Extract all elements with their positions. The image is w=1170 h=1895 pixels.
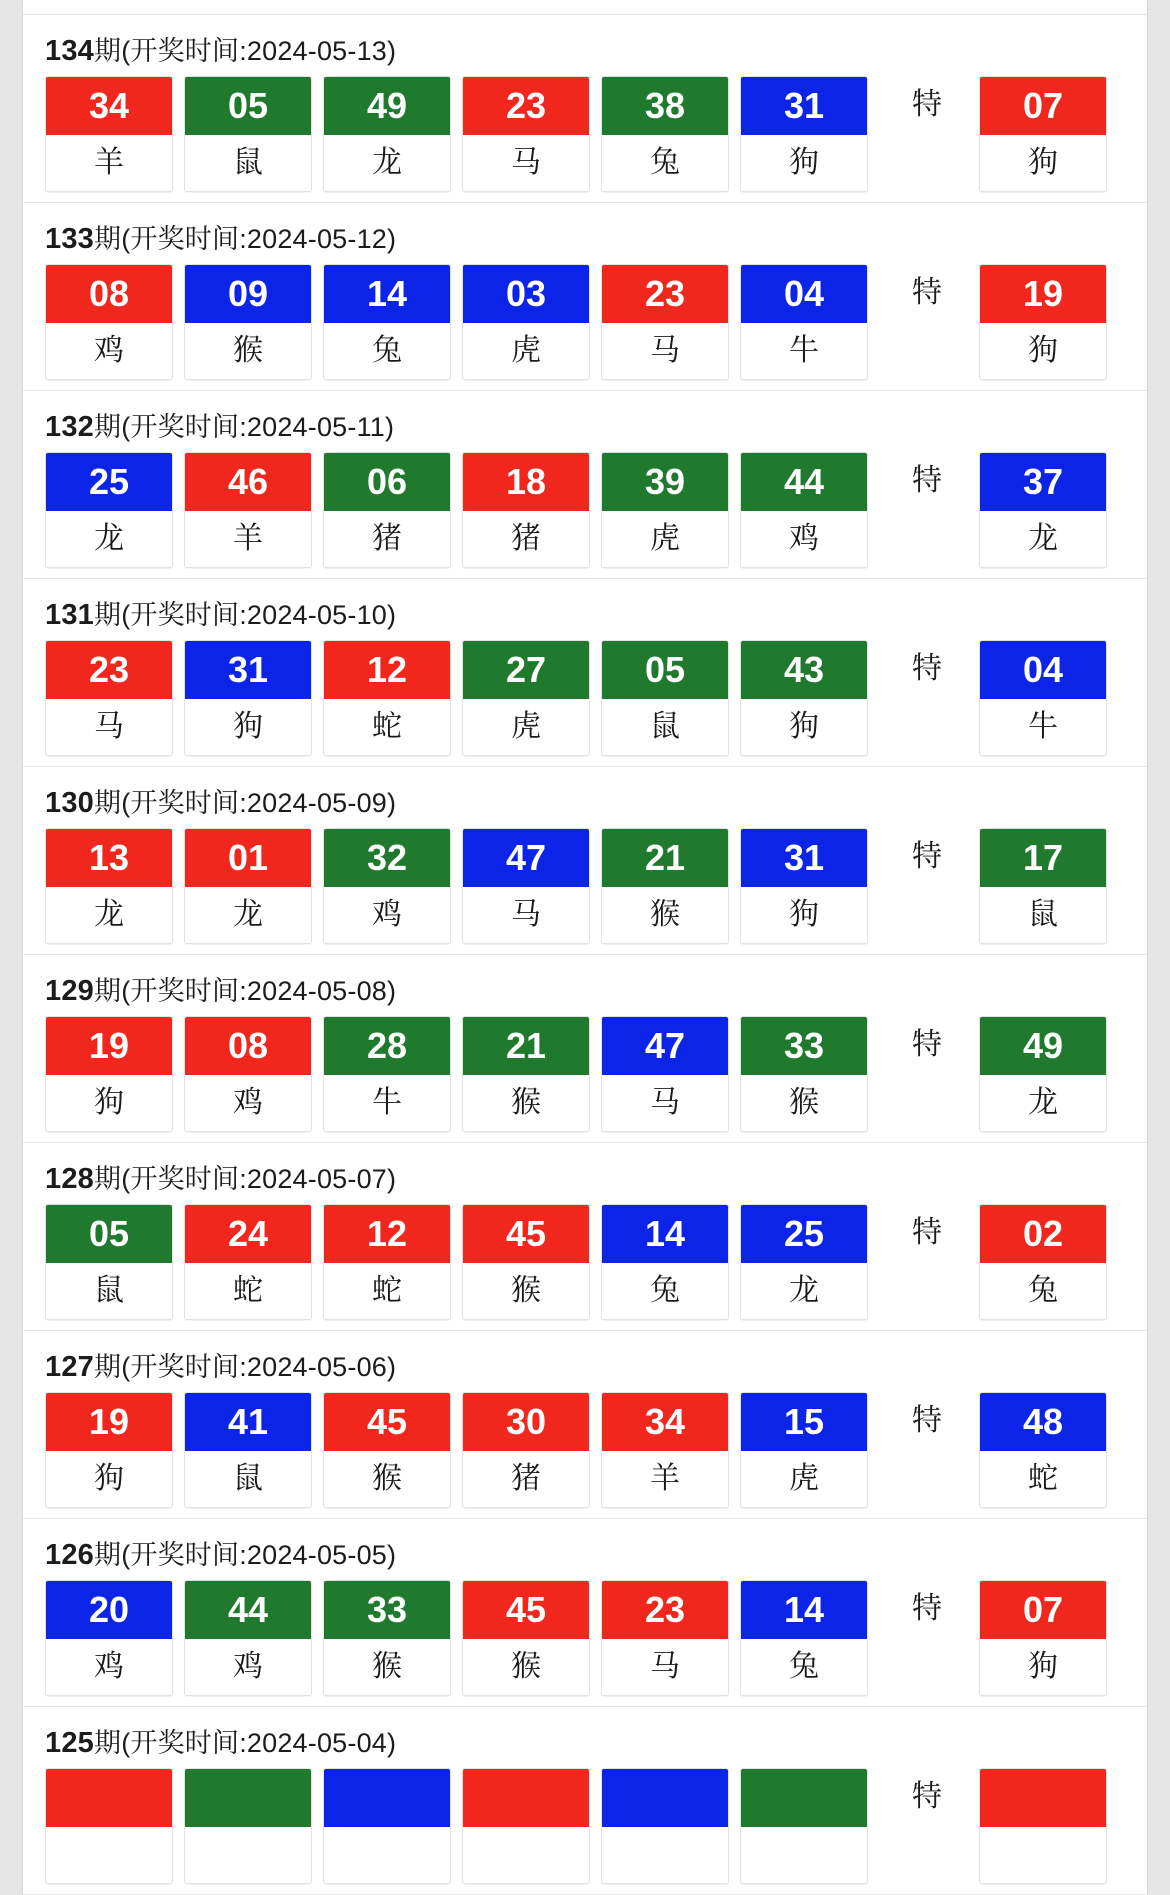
normal-ball xyxy=(601,1204,729,1320)
ball-number: 49 xyxy=(324,77,450,135)
normal-ball xyxy=(740,1392,868,1508)
ball-number: 08 xyxy=(46,265,172,323)
ball-number: 47 xyxy=(463,829,589,887)
normal-ball xyxy=(740,640,868,756)
ball-number: 44 xyxy=(185,1581,311,1639)
ball-number: 12 xyxy=(324,641,450,699)
ball-zodiac: 狗 xyxy=(741,135,867,191)
ball-zodiac: 兔 xyxy=(602,1263,728,1319)
normal-ball xyxy=(45,76,173,192)
special-ball xyxy=(979,828,1107,944)
draw-header xyxy=(23,1707,1147,1768)
special-ball xyxy=(979,1204,1107,1320)
ball-zodiac: 猪 xyxy=(324,511,450,567)
draw-header xyxy=(23,955,1147,1016)
ball-number: 13 xyxy=(46,829,172,887)
ball-zodiac: 兔 xyxy=(324,323,450,379)
ball-zodiac: 马 xyxy=(463,135,589,191)
draw-issue-number: 129 xyxy=(45,975,94,1007)
balls-row xyxy=(23,264,1147,380)
ball-zodiac xyxy=(980,1827,1106,1883)
normal-ball xyxy=(740,1016,868,1132)
ball-number: 19 xyxy=(46,1393,172,1451)
special-ball xyxy=(979,1580,1107,1696)
ball-zodiac: 牛 xyxy=(324,1075,450,1131)
draw-block xyxy=(23,579,1147,767)
ball-number: 05 xyxy=(46,1205,172,1263)
special-ball-label: 特 xyxy=(912,840,942,873)
normal-ball xyxy=(601,76,729,192)
draw-header xyxy=(23,1331,1147,1392)
ball-number: 23 xyxy=(46,641,172,699)
ball-number: 33 xyxy=(324,1581,450,1639)
ball-zodiac: 猴 xyxy=(324,1639,450,1695)
ball-zodiac: 虎 xyxy=(463,699,589,755)
normal-ball xyxy=(462,1204,590,1320)
ball-zodiac: 蛇 xyxy=(980,1451,1106,1507)
normal-ball xyxy=(323,640,451,756)
ball-zodiac: 猴 xyxy=(741,1075,867,1131)
ball-number: 14 xyxy=(741,1581,867,1639)
ball-zodiac: 猴 xyxy=(185,323,311,379)
normal-ball xyxy=(462,1580,590,1696)
ball-number: 39 xyxy=(602,453,728,511)
draw-header xyxy=(23,15,1147,76)
draw-list xyxy=(23,15,1147,1895)
ball-zodiac: 龙 xyxy=(46,511,172,567)
draw-block xyxy=(23,203,1147,391)
ball-number: 15 xyxy=(741,1393,867,1451)
ball-zodiac: 狗 xyxy=(980,1639,1106,1695)
normal-ball xyxy=(45,1204,173,1320)
normal-ball xyxy=(601,1392,729,1508)
draw-header xyxy=(23,1143,1147,1204)
draw-issue-number: 130 xyxy=(45,787,94,819)
ball-number: 45 xyxy=(463,1581,589,1639)
ball-zodiac: 狗 xyxy=(980,135,1106,191)
special-ball-label: 特 xyxy=(912,276,942,309)
normal-ball xyxy=(184,1580,312,1696)
balls-row xyxy=(23,1392,1147,1508)
normal-ball xyxy=(462,1016,590,1132)
ball-zodiac: 虎 xyxy=(602,511,728,567)
ball-zodiac: 马 xyxy=(602,1639,728,1695)
ball-number: 20 xyxy=(46,1581,172,1639)
ball-zodiac: 猴 xyxy=(602,887,728,943)
draw-issue-number: 132 xyxy=(45,411,94,443)
special-ball-label: 特 xyxy=(912,1404,942,1437)
normal-ball xyxy=(184,1204,312,1320)
draw-block xyxy=(23,955,1147,1143)
normal-ball xyxy=(45,1580,173,1696)
ball-zodiac: 猪 xyxy=(463,1451,589,1507)
balls-row xyxy=(23,1016,1147,1132)
ball-number: 33 xyxy=(741,1017,867,1075)
ball-zodiac xyxy=(741,1827,867,1883)
ball-zodiac: 龙 xyxy=(46,887,172,943)
normal-ball xyxy=(184,1016,312,1132)
ball-zodiac: 龙 xyxy=(185,887,311,943)
ball-number: 19 xyxy=(46,1017,172,1075)
normal-ball xyxy=(323,264,451,380)
ball-zodiac: 龙 xyxy=(324,135,450,191)
draw-date-text: 期(开奖时间:2024-05-11) xyxy=(94,412,395,442)
normal-ball xyxy=(740,264,868,380)
ball-zodiac: 兔 xyxy=(602,135,728,191)
normal-ball xyxy=(601,452,729,568)
normal-ball xyxy=(601,1768,729,1884)
ball-zodiac: 鼠 xyxy=(46,1263,172,1319)
balls-row xyxy=(23,1580,1147,1696)
draw-date-text: 期(开奖时间:2024-05-09) xyxy=(94,788,397,818)
ball-zodiac: 猪 xyxy=(463,511,589,567)
normal-ball xyxy=(740,1204,868,1320)
draw-date-text: 期(开奖时间:2024-05-06) xyxy=(94,1352,397,1382)
ball-zodiac: 羊 xyxy=(46,135,172,191)
ball-zodiac: 鼠 xyxy=(602,699,728,755)
normal-ball xyxy=(323,1580,451,1696)
ball-number xyxy=(463,1769,589,1827)
normal-ball xyxy=(184,1392,312,1508)
ball-number: 03 xyxy=(463,265,589,323)
ball-zodiac: 兔 xyxy=(741,1639,867,1695)
ball-number: 34 xyxy=(602,1393,728,1451)
normal-ball xyxy=(601,1580,729,1696)
draw-issue-number: 127 xyxy=(45,1351,94,1383)
ball-zodiac xyxy=(185,1827,311,1883)
ball-zodiac: 龙 xyxy=(741,1263,867,1319)
ball-number: 25 xyxy=(46,453,172,511)
ball-number: 02 xyxy=(980,1205,1106,1263)
ball-zodiac: 马 xyxy=(602,1075,728,1131)
normal-ball xyxy=(323,1768,451,1884)
ball-number: 34 xyxy=(46,77,172,135)
ball-number: 04 xyxy=(980,641,1106,699)
normal-ball xyxy=(184,264,312,380)
normal-ball xyxy=(740,1580,868,1696)
balls-row xyxy=(23,76,1147,192)
ball-zodiac: 鸡 xyxy=(741,511,867,567)
normal-ball xyxy=(184,828,312,944)
ball-zodiac: 鼠 xyxy=(185,135,311,191)
ball-zodiac: 鼠 xyxy=(980,887,1106,943)
ball-number: 31 xyxy=(741,829,867,887)
normal-ball xyxy=(740,452,868,568)
draw-date-text: 期(开奖时间:2024-05-13) xyxy=(94,36,397,66)
ball-number: 31 xyxy=(185,641,311,699)
ball-zodiac: 羊 xyxy=(602,1451,728,1507)
balls-row xyxy=(23,452,1147,568)
ball-zodiac: 牛 xyxy=(741,323,867,379)
special-ball-label: 特 xyxy=(912,1028,942,1061)
special-ball xyxy=(979,452,1107,568)
draw-issue-number: 131 xyxy=(45,599,94,631)
normal-ball xyxy=(184,640,312,756)
normal-ball xyxy=(45,1392,173,1508)
ball-number: 08 xyxy=(185,1017,311,1075)
ball-number: 41 xyxy=(185,1393,311,1451)
special-ball xyxy=(979,1016,1107,1132)
normal-ball xyxy=(45,1768,173,1884)
draw-date-text: 期(开奖时间:2024-05-07) xyxy=(94,1164,397,1194)
ball-zodiac: 猴 xyxy=(324,1451,450,1507)
normal-ball xyxy=(462,1392,590,1508)
special-ball-label: 特 xyxy=(912,1216,942,1249)
ball-number: 28 xyxy=(324,1017,450,1075)
ball-number: 05 xyxy=(602,641,728,699)
ball-zodiac: 蛇 xyxy=(185,1263,311,1319)
normal-ball xyxy=(601,1016,729,1132)
ball-number: 14 xyxy=(602,1205,728,1263)
normal-ball xyxy=(45,828,173,944)
special-ball xyxy=(979,1768,1107,1884)
ball-number: 45 xyxy=(324,1393,450,1451)
draw-header xyxy=(23,391,1147,452)
ball-zodiac: 虎 xyxy=(741,1451,867,1507)
ball-number: 05 xyxy=(185,77,311,135)
ball-zodiac xyxy=(324,1827,450,1883)
ball-number: 27 xyxy=(463,641,589,699)
ball-zodiac: 虎 xyxy=(463,323,589,379)
ball-number: 45 xyxy=(463,1205,589,1263)
ball-zodiac: 羊 xyxy=(185,511,311,567)
normal-ball xyxy=(323,1204,451,1320)
draw-header xyxy=(23,579,1147,640)
draw-block xyxy=(23,767,1147,955)
ball-zodiac: 猴 xyxy=(463,1075,589,1131)
ball-zodiac: 猴 xyxy=(463,1263,589,1319)
ball-zodiac: 狗 xyxy=(741,699,867,755)
special-ball xyxy=(979,640,1107,756)
draw-issue-number: 134 xyxy=(45,35,94,67)
draw-issue-number: 133 xyxy=(45,223,94,255)
ball-zodiac xyxy=(463,1827,589,1883)
ball-zodiac: 牛 xyxy=(980,699,1106,755)
ball-number: 32 xyxy=(324,829,450,887)
normal-ball xyxy=(323,1392,451,1508)
ball-number xyxy=(185,1769,311,1827)
draw-block xyxy=(23,391,1147,579)
normal-ball xyxy=(740,1768,868,1884)
ball-number: 23 xyxy=(602,265,728,323)
results-sheet xyxy=(22,0,1148,1895)
ball-number: 37 xyxy=(980,453,1106,511)
ball-number: 23 xyxy=(463,77,589,135)
ball-number xyxy=(741,1769,867,1827)
draw-block xyxy=(23,15,1147,203)
ball-number: 07 xyxy=(980,1581,1106,1639)
draw-header xyxy=(23,767,1147,828)
draw-date-text: 期(开奖时间:2024-05-12) xyxy=(94,224,397,254)
ball-zodiac: 蛇 xyxy=(324,1263,450,1319)
ball-number: 04 xyxy=(741,265,867,323)
ball-number: 47 xyxy=(602,1017,728,1075)
draw-issue-number: 128 xyxy=(45,1163,94,1195)
ball-number: 21 xyxy=(602,829,728,887)
balls-row xyxy=(23,828,1147,944)
ball-number: 31 xyxy=(741,77,867,135)
normal-ball xyxy=(601,828,729,944)
normal-ball xyxy=(45,1016,173,1132)
normal-ball xyxy=(323,452,451,568)
ball-number: 14 xyxy=(324,265,450,323)
ball-zodiac: 龙 xyxy=(980,1075,1106,1131)
ball-zodiac: 马 xyxy=(46,699,172,755)
normal-ball xyxy=(45,640,173,756)
special-ball xyxy=(979,264,1107,380)
normal-ball xyxy=(740,76,868,192)
ball-zodiac xyxy=(46,1827,172,1883)
normal-ball xyxy=(601,640,729,756)
normal-ball xyxy=(462,264,590,380)
draw-date-text: 期(开奖时间:2024-05-04) xyxy=(94,1728,397,1758)
ball-number: 43 xyxy=(741,641,867,699)
ball-number xyxy=(602,1769,728,1827)
normal-ball xyxy=(601,264,729,380)
special-ball-label: 特 xyxy=(912,464,942,497)
draw-date-text: 期(开奖时间:2024-05-08) xyxy=(94,976,397,1006)
ball-number: 49 xyxy=(980,1017,1106,1075)
ball-number: 19 xyxy=(980,265,1106,323)
top-divider xyxy=(23,0,1147,15)
ball-number xyxy=(324,1769,450,1827)
ball-zodiac: 龙 xyxy=(980,511,1106,567)
normal-ball xyxy=(740,828,868,944)
draw-block xyxy=(23,1331,1147,1519)
balls-row xyxy=(23,1768,1147,1884)
ball-zodiac: 猴 xyxy=(463,1639,589,1695)
balls-row xyxy=(23,1204,1147,1320)
special-ball-label: 特 xyxy=(912,1780,942,1813)
ball-number: 44 xyxy=(741,453,867,511)
special-ball-label: 特 xyxy=(912,652,942,685)
ball-zodiac: 狗 xyxy=(980,323,1106,379)
ball-number: 18 xyxy=(463,453,589,511)
ball-zodiac: 狗 xyxy=(46,1075,172,1131)
ball-zodiac: 鸡 xyxy=(324,887,450,943)
ball-zodiac: 鸡 xyxy=(46,323,172,379)
ball-zodiac: 马 xyxy=(602,323,728,379)
ball-zodiac: 马 xyxy=(463,887,589,943)
ball-zodiac: 狗 xyxy=(185,699,311,755)
ball-number: 09 xyxy=(185,265,311,323)
normal-ball xyxy=(462,452,590,568)
normal-ball xyxy=(323,1016,451,1132)
normal-ball xyxy=(184,1768,312,1884)
draw-issue-number: 126 xyxy=(45,1539,94,1571)
draw-block xyxy=(23,1707,1147,1895)
special-ball xyxy=(979,76,1107,192)
normal-ball xyxy=(462,640,590,756)
draw-block xyxy=(23,1519,1147,1707)
ball-zodiac: 蛇 xyxy=(324,699,450,755)
draw-date-text: 期(开奖时间:2024-05-10) xyxy=(94,600,397,630)
normal-ball xyxy=(184,452,312,568)
special-ball-label: 特 xyxy=(912,88,942,121)
draw-issue-number: 125 xyxy=(45,1727,94,1759)
normal-ball xyxy=(462,76,590,192)
ball-number: 07 xyxy=(980,77,1106,135)
ball-number: 23 xyxy=(602,1581,728,1639)
normal-ball xyxy=(323,76,451,192)
ball-number: 25 xyxy=(741,1205,867,1263)
draw-block xyxy=(23,1143,1147,1331)
normal-ball xyxy=(462,1768,590,1884)
ball-number: 48 xyxy=(980,1393,1106,1451)
ball-zodiac: 兔 xyxy=(980,1263,1106,1319)
normal-ball xyxy=(323,828,451,944)
ball-zodiac: 鸡 xyxy=(185,1639,311,1695)
special-ball xyxy=(979,1392,1107,1508)
ball-number: 46 xyxy=(185,453,311,511)
normal-ball xyxy=(45,264,173,380)
ball-zodiac xyxy=(602,1827,728,1883)
ball-number xyxy=(46,1769,172,1827)
ball-zodiac: 鼠 xyxy=(185,1451,311,1507)
draw-header xyxy=(23,1519,1147,1580)
normal-ball xyxy=(462,828,590,944)
ball-number: 21 xyxy=(463,1017,589,1075)
normal-ball xyxy=(184,76,312,192)
ball-number: 06 xyxy=(324,453,450,511)
draw-date-text: 期(开奖时间:2024-05-05) xyxy=(94,1540,397,1570)
normal-ball xyxy=(45,452,173,568)
ball-zodiac: 狗 xyxy=(741,887,867,943)
ball-zodiac: 狗 xyxy=(46,1451,172,1507)
ball-number: 01 xyxy=(185,829,311,887)
ball-number: 24 xyxy=(185,1205,311,1263)
ball-number: 30 xyxy=(463,1393,589,1451)
ball-number: 38 xyxy=(602,77,728,135)
balls-row xyxy=(23,640,1147,756)
special-ball-label: 特 xyxy=(912,1592,942,1625)
ball-zodiac: 鸡 xyxy=(185,1075,311,1131)
ball-zodiac: 鸡 xyxy=(46,1639,172,1695)
draw-header xyxy=(23,203,1147,264)
ball-number: 12 xyxy=(324,1205,450,1263)
ball-number: 17 xyxy=(980,829,1106,887)
ball-number xyxy=(980,1769,1106,1827)
